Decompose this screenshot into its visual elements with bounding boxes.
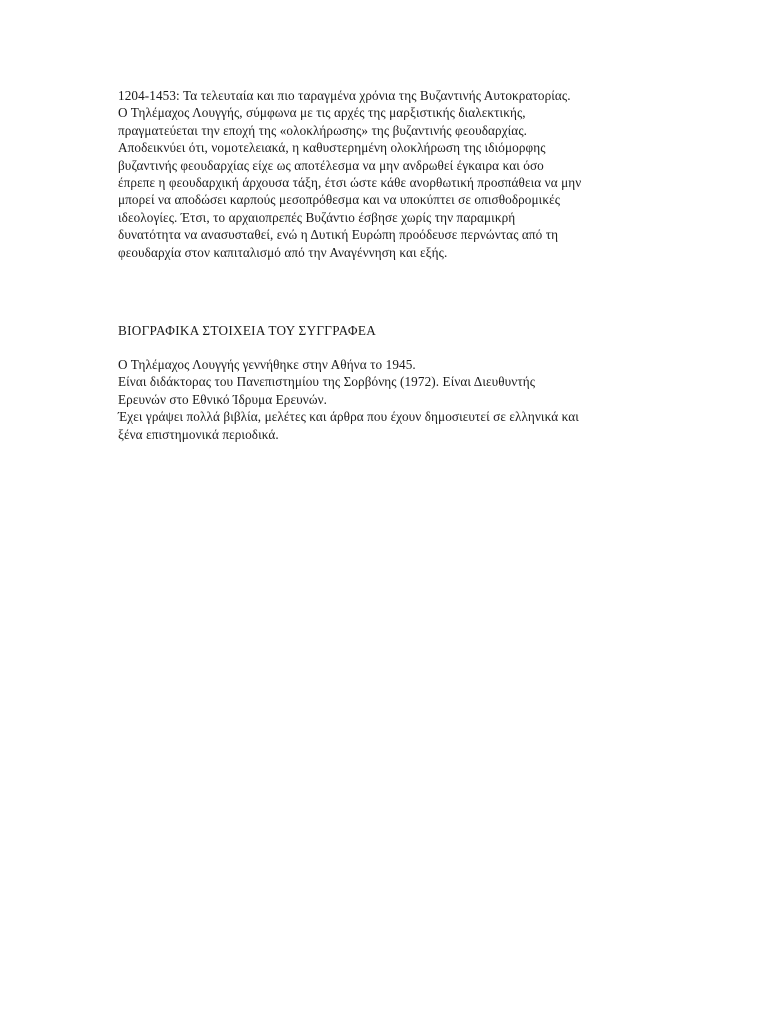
summary-line: φεουδαρχία στον καπιταλισμό από την Αναγέννηση και εξής.: [118, 244, 448, 260]
summary-line: Ο Τηλέμαχος Λουγγής, σύμφωνα με τις αρχές της μαρξιστικής διαλεκτικής,: [118, 105, 526, 121]
summary-line: μπορεί να αποδώσει καρπούς μεσοπρόθεσμα και να υποκύπτει σε οπισθοδρομικές: [118, 192, 561, 208]
author-bio-paragraph: [118, 356, 663, 443]
bio-line: ξένα επιστημονικά περιοδικά.: [118, 426, 279, 442]
summary-line: βυζαντινής φεουδαρχίας είχε ως αποτέλεσμα να μην ανδρωθεί έγκαιρα και όσο: [118, 157, 544, 173]
summary-line: πραγματεύεται την εποχή της «ολοκλήρωσης» της βυζαντινής φεουδαρχίας.: [118, 122, 528, 138]
bio-line: Είναι διδάκτορας του Πανεπιστημίου της Σορβόνης (1972). Είναι Διευθυντής: [118, 374, 536, 390]
bio-line: Ερευνών στο Εθνικό Ίδρυμα Ερευνών.: [118, 391, 328, 407]
summary-line: έπρεπε η φεουδαρχική άρχουσα τάξη, έτσι ώστε κάθε ανορθωτική προσπάθεια να μην: [118, 175, 582, 191]
summary-line: δυνατότητα να ανασυσταθεί, ενώ η Δυτική Ευρώπη προόδευσε περνώντας από τη: [118, 227, 559, 243]
bio-line: Έχει γράψει πολλά βιβλία, μελέτες και άρθρα που έχουν δημοσιευτεί σε ελληνικά και: [118, 409, 579, 425]
book-summary-paragraph: [118, 87, 663, 261]
bio-section-heading: ΒΙΟΓΡΑΦΙΚΑ ΣΤΟΙΧΕΙΑ ΤΟΥ ΣΥΓΓΡΑΦΕΑ: [118, 323, 377, 338]
summary-line: Αποδεικνύει ότι, νομοτελειακά, η καθυστερημένη ολοκλήρωση της ιδιόμορφης: [118, 140, 546, 156]
summary-line: 1204-1453: Τα τελευταία και πιο ταραγμένα χρόνια της Βυζαντινής Αυτοκρατορίας.: [118, 88, 571, 103]
bio-line: Ο Τηλέμαχος Λουγγής γεννήθηκε στην Αθήνα το 1945.: [118, 357, 416, 372]
summary-line: ιδεολογίες. Έτσι, το αρχαιοπρεπές Βυζάντιο έσβησε χωρίς την παραμικρή: [118, 209, 516, 225]
